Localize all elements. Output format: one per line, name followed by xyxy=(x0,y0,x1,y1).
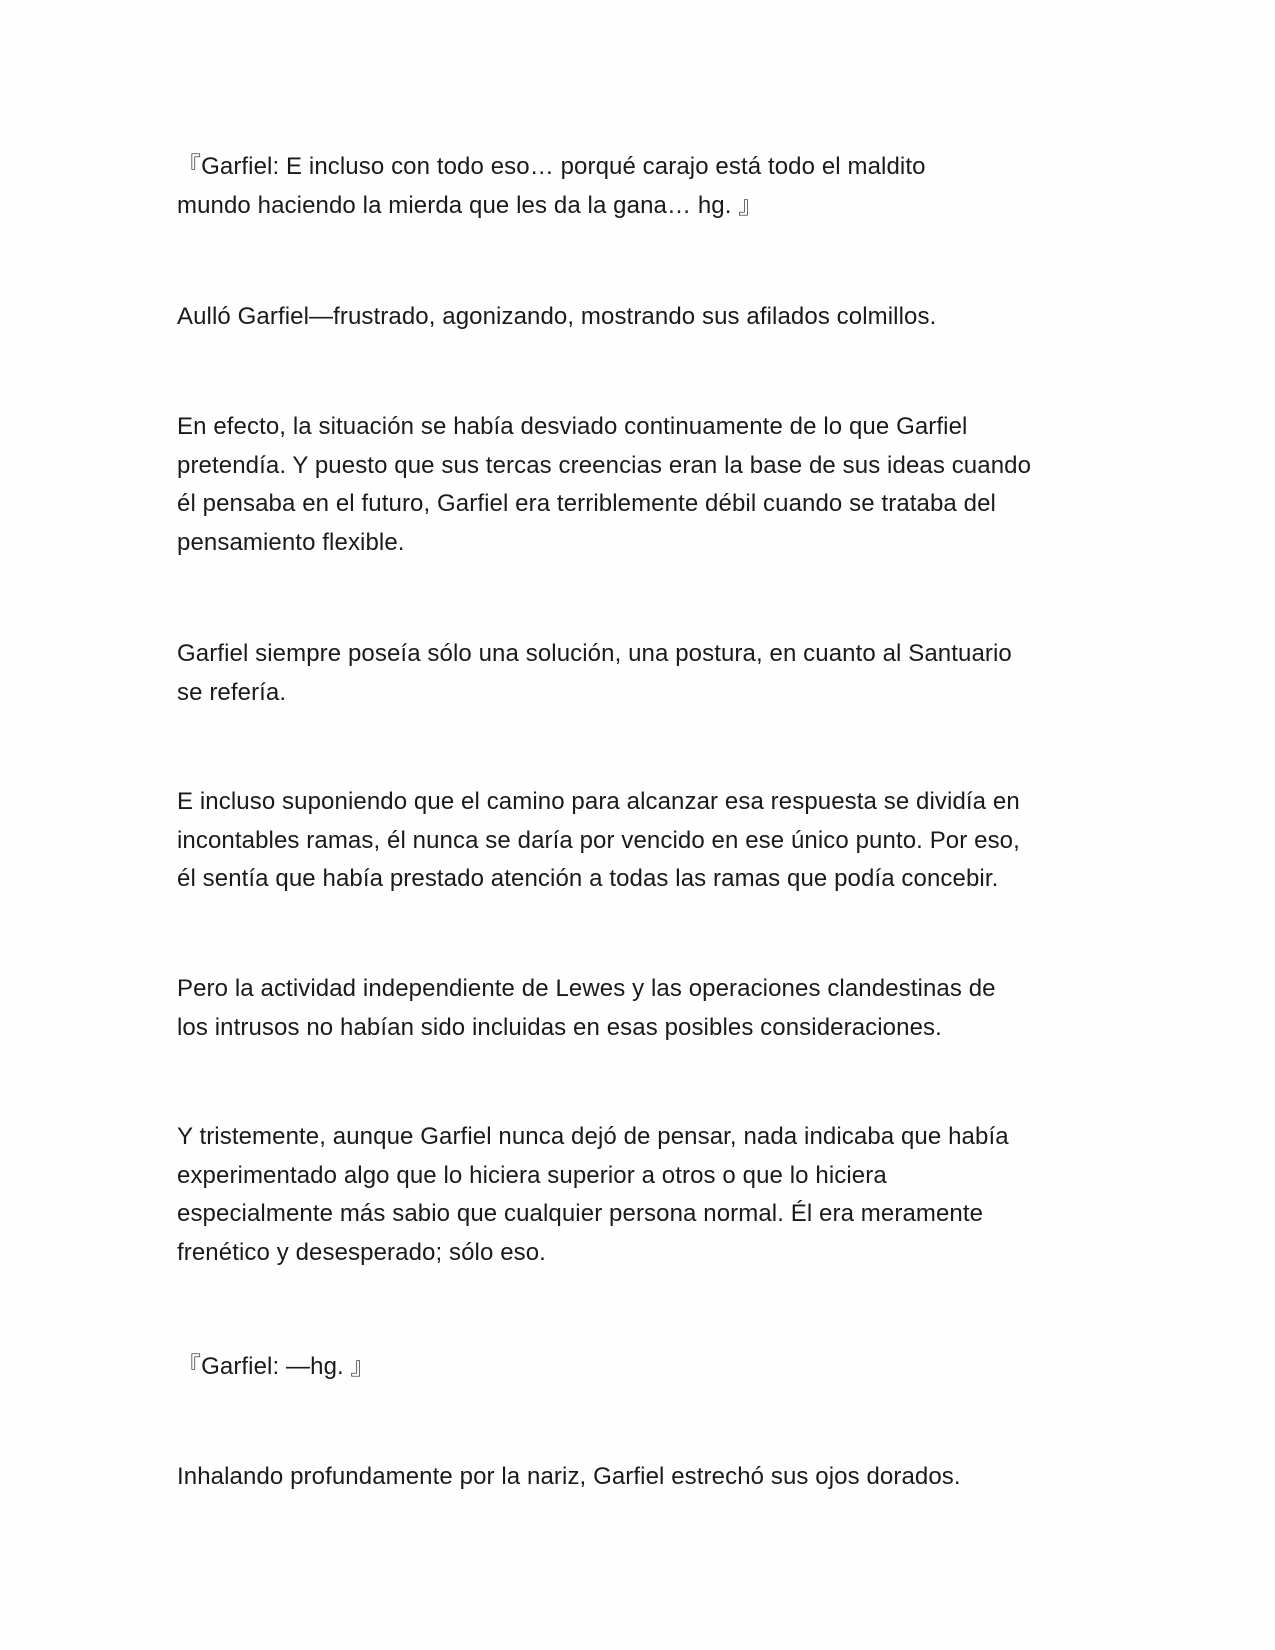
text-line: experimentado algo que lo hiciera superior a otros o que lo hiciera xyxy=(177,1161,887,1189)
paragraph-3 xyxy=(177,408,1107,562)
paragraph-2 xyxy=(177,298,1107,337)
paragraph-dialogue-1 xyxy=(177,148,1107,225)
text-line: Aulló Garfiel—frustrado, agonizando, mostrando sus afilados colmillos. xyxy=(177,303,937,330)
text-line: Y tristemente, aunque Garfiel nunca dejó de pensar, nada indicaba que había xyxy=(177,1123,1009,1150)
text-line: En efecto, la situación se había desviado continuamente de lo que Garfiel xyxy=(177,413,968,440)
text-line: pretendía. Y puesto que sus tercas creencias eran la base de sus ideas cuando xyxy=(177,451,1032,479)
text-line: mundo haciendo la mierda que les da la gana… hg. 』 xyxy=(177,191,763,219)
text-line: especialmente más sabio que cualquier persona normal. Él era meramente xyxy=(177,1200,984,1227)
text-line: los intrusos no habían sido incluidas en esas posibles consideraciones. xyxy=(177,1013,942,1041)
text-line: incontables ramas, él nunca se daría por vencido en ese único punto. Por eso, xyxy=(177,826,1020,854)
text-line: se refería. xyxy=(177,678,287,706)
text-line: 『Garfiel: —hg. 』 xyxy=(177,1353,375,1380)
text-line: 『Garfiel: E incluso con todo eso… porqué carajo está todo el maldito xyxy=(177,153,926,180)
text-line: E incluso suponiendo que el camino para alcanzar esa respuesta se dividía en xyxy=(177,788,1020,815)
paragraph-4 xyxy=(177,635,1107,712)
text-line: Inhalando profundamente por la nariz, Garfiel estrechó sus ojos dorados. xyxy=(177,1463,961,1490)
text-line: él sentía que había prestado atención a todas las ramas que podía concebir. xyxy=(177,865,999,892)
paragraph-9 xyxy=(177,1458,1107,1497)
text-line: Pero la actividad independiente de Lewes y las operaciones clandestinas de xyxy=(177,975,996,1002)
paragraph-5 xyxy=(177,783,1107,899)
text-line: él pensaba en el futuro, Garfiel era terriblemente débil cuando se trataba del xyxy=(177,490,996,517)
paragraph-7 xyxy=(177,1118,1107,1272)
paragraph-6 xyxy=(177,970,1107,1047)
text-line: frenético y desesperado; sólo eso. xyxy=(177,1238,546,1266)
text-line: Garfiel siempre poseía sólo una solución, una postura, en cuanto al Santuario xyxy=(177,640,1012,667)
paragraph-dialogue-2 xyxy=(177,1348,1107,1387)
text-line: pensamiento flexible. xyxy=(177,528,405,556)
